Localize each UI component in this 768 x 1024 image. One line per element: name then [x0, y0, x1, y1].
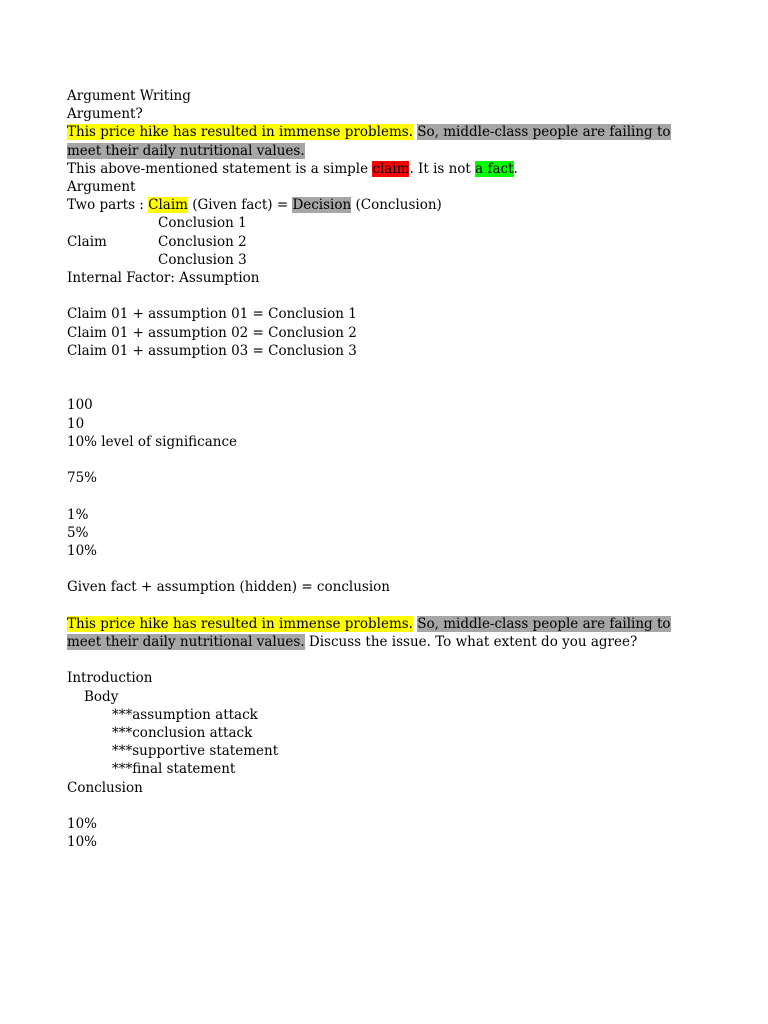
percent-line: 75%	[67, 470, 98, 487]
formula-line: Given fact + assumption (hidden) = conclusion	[67, 579, 390, 596]
highlighted-word-fact: a fact	[475, 160, 514, 177]
percent-line: 1%	[67, 506, 89, 523]
number-line: 10	[67, 415, 85, 432]
diagram-claim-label: Claim	[67, 233, 107, 250]
conclusion-label: Conclusion 1	[158, 215, 247, 232]
outline-body: Body	[84, 688, 119, 705]
claim-note-line: This above-mentioned statement is a simple claim. It is not a fact.	[67, 160, 518, 177]
conclusion-diagram-row-2	[67, 233, 707, 251]
percent-line: 5%	[67, 524, 89, 541]
significance-line: 10% level of significance	[67, 433, 238, 450]
document-page	[67, 87, 707, 851]
outline-item: ***conclusion attack	[112, 724, 253, 741]
highlighted-claim-label: Claim	[148, 197, 188, 214]
number-line: 100	[67, 397, 93, 414]
question-line: Argument?	[67, 106, 143, 123]
highlighted-claim: This price hike has resulted in immense problems.	[67, 615, 413, 632]
conclusion-diagram-row-3	[67, 251, 707, 269]
equation-line: Claim 01 + assumption 02 = Conclusion 2	[67, 324, 357, 341]
internal-factor-line: Internal Factor: Assumption	[67, 270, 260, 287]
highlighted-word-claim: claim	[372, 160, 410, 177]
argument-paragraph-1	[67, 123, 707, 159]
doc-title: Argument Writing	[67, 88, 191, 104]
outline-item: ***assumption attack	[112, 706, 258, 723]
percent-line: 10%	[67, 543, 98, 559]
percent-line: 10%	[67, 815, 98, 832]
argument-heading: Argument	[67, 179, 136, 196]
conclusion-diagram-row-1	[67, 214, 707, 232]
outline-introduction: Introduction	[67, 670, 153, 687]
highlighted-claim: This price hike has resulted in immense problems.	[67, 124, 413, 141]
highlighted-conclusion: So, middle-class people are failing to meet their daily nutritional values.	[67, 615, 671, 650]
argument-paragraph-2	[67, 615, 707, 651]
highlighted-decision-label: Decision	[292, 197, 352, 214]
equation-line: Claim 01 + assumption 03 = Conclusion 3	[67, 342, 357, 359]
discussion-prompt: Discuss the issue. To what extent do you agree?	[304, 633, 638, 650]
conclusion-label: Conclusion 3	[158, 251, 247, 268]
conclusion-label: Conclusion 2	[158, 233, 247, 250]
two-parts-line: Two parts : Claim (Given fact) = Decision (Conclusion)	[67, 197, 442, 214]
outline-conclusion: Conclusion	[67, 779, 143, 796]
percent-line: 10%	[67, 834, 98, 851]
equation-line: Claim 01 + assumption 01 = Conclusion 1	[67, 306, 357, 323]
highlighted-conclusion: So, middle-class people are failing to meet their daily nutritional values.	[67, 124, 671, 159]
outline-item: ***final statement	[112, 761, 236, 778]
outline-item: ***supportive statement	[112, 743, 279, 760]
